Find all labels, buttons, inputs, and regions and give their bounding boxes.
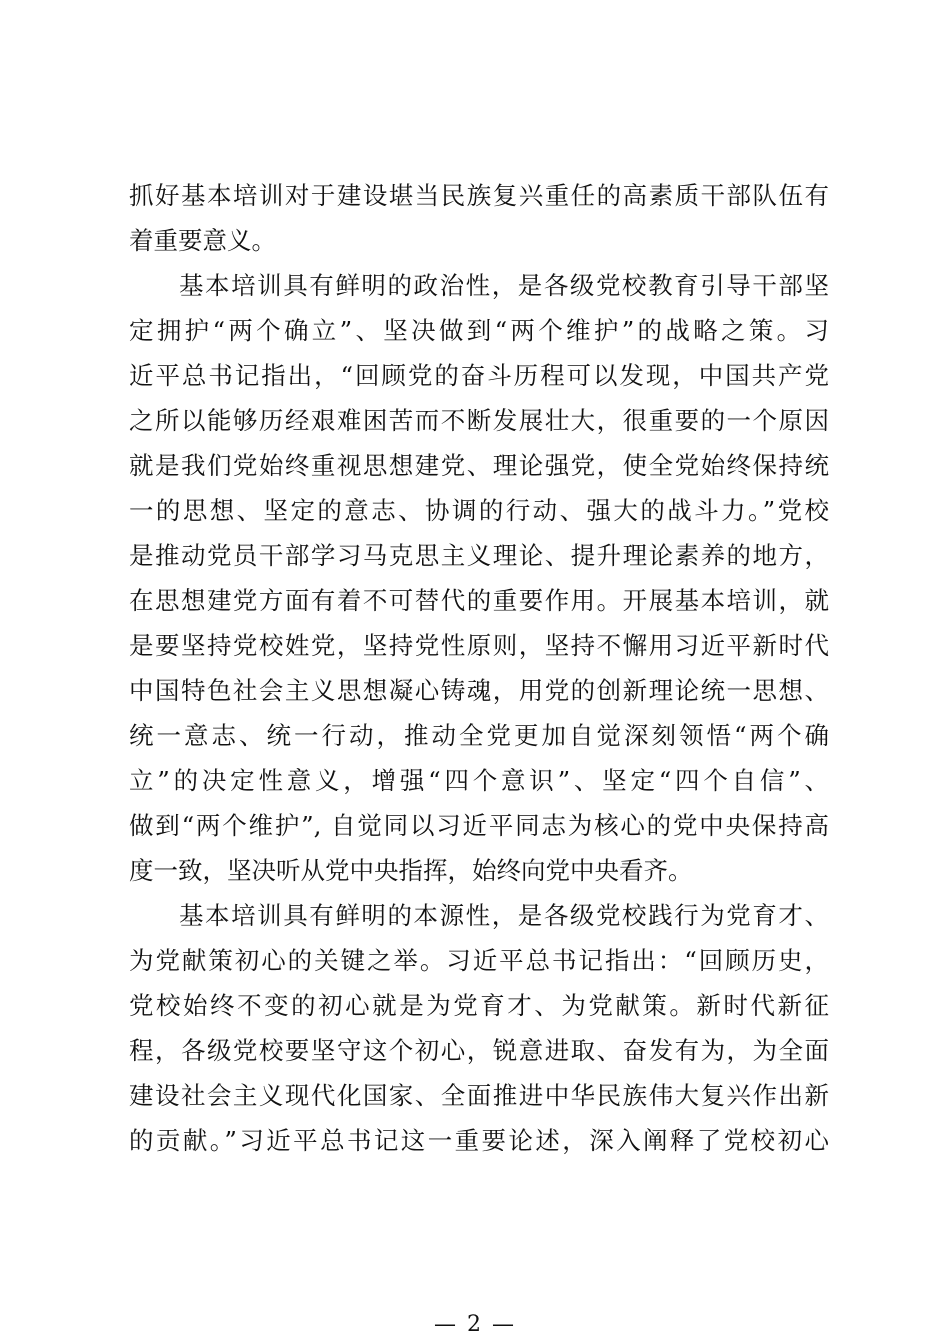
text-line: 是推动党员干部学习马克思主义理论、提升理论素养的地方， xyxy=(129,541,829,570)
text-line: 中国特色社会主义思想凝心铸魂，用党的创新理论统一思想、 xyxy=(129,676,829,705)
text-line: 建设社会主义现代化国家、全面推进中华民族伟大复兴作出新 xyxy=(129,1081,829,1110)
text-line: 基本培训具有鲜明的政治性，是各级党校教育引导干部坚 xyxy=(179,271,829,300)
text-line: 在思想建党方面有着不可替代的重要作用。开展基本培训，就 xyxy=(129,586,829,615)
text-line: 抓好基本培训对于建设堪当民族复兴重任的高素质干部队伍有 xyxy=(129,181,829,210)
text-line: 就是我们党始终重视思想建党、理论强党，使全党始终保持统 xyxy=(129,451,829,480)
text-line: 基本培训具有鲜明的本源性，是各级党校践行为党育才、 xyxy=(179,901,829,930)
text-line: 立”的决定性意义，增强“四个意识”、坚定“四个自信”、 xyxy=(129,766,829,795)
text-line: 着重要意义。 xyxy=(129,226,276,255)
page-number: — 2 — xyxy=(434,1312,516,1337)
text-line: 一的思想、坚定的意志、协调的行动、强大的战斗力。”党校 xyxy=(129,496,829,525)
text-line: 统一意志、统一行动，推动全党更加自觉深刻领悟“两个确 xyxy=(129,721,829,750)
text-line: 定拥护“两个确立”、坚决做到“两个维护”的战略之策。习 xyxy=(129,316,829,345)
text-line: 之所以能够历经艰难困苦而不断发展壮大，很重要的一个原因 xyxy=(129,406,829,435)
text-line: 度一致，坚决听从党中央指挥，始终向党中央看齐。 xyxy=(129,856,693,885)
text-line: 是要坚持党校姓党，坚持党性原则，坚持不懈用习近平新时代 xyxy=(129,631,829,660)
text-line: 党校始终不变的初心就是为党育才、为党献策。新时代新征 xyxy=(129,991,829,1020)
text-line: 近平总书记指出，“回顾党的奋斗历程可以发现，中国共产党 xyxy=(129,361,829,390)
text-line: 的贡献。”习近平总书记这一重要论述，深入阐释了党校初心 xyxy=(129,1126,829,1155)
text-line: 程，各级党校要坚守这个初心，锐意进取、奋发有为，为全面 xyxy=(129,1036,829,1065)
text-line: 做到“两个维护”, 自觉同以习近平同志为核心的党中央保持高 xyxy=(129,811,829,840)
text-line: 为党献策初心的关键之举。习近平总书记指出：“回顾历史， xyxy=(129,946,829,975)
